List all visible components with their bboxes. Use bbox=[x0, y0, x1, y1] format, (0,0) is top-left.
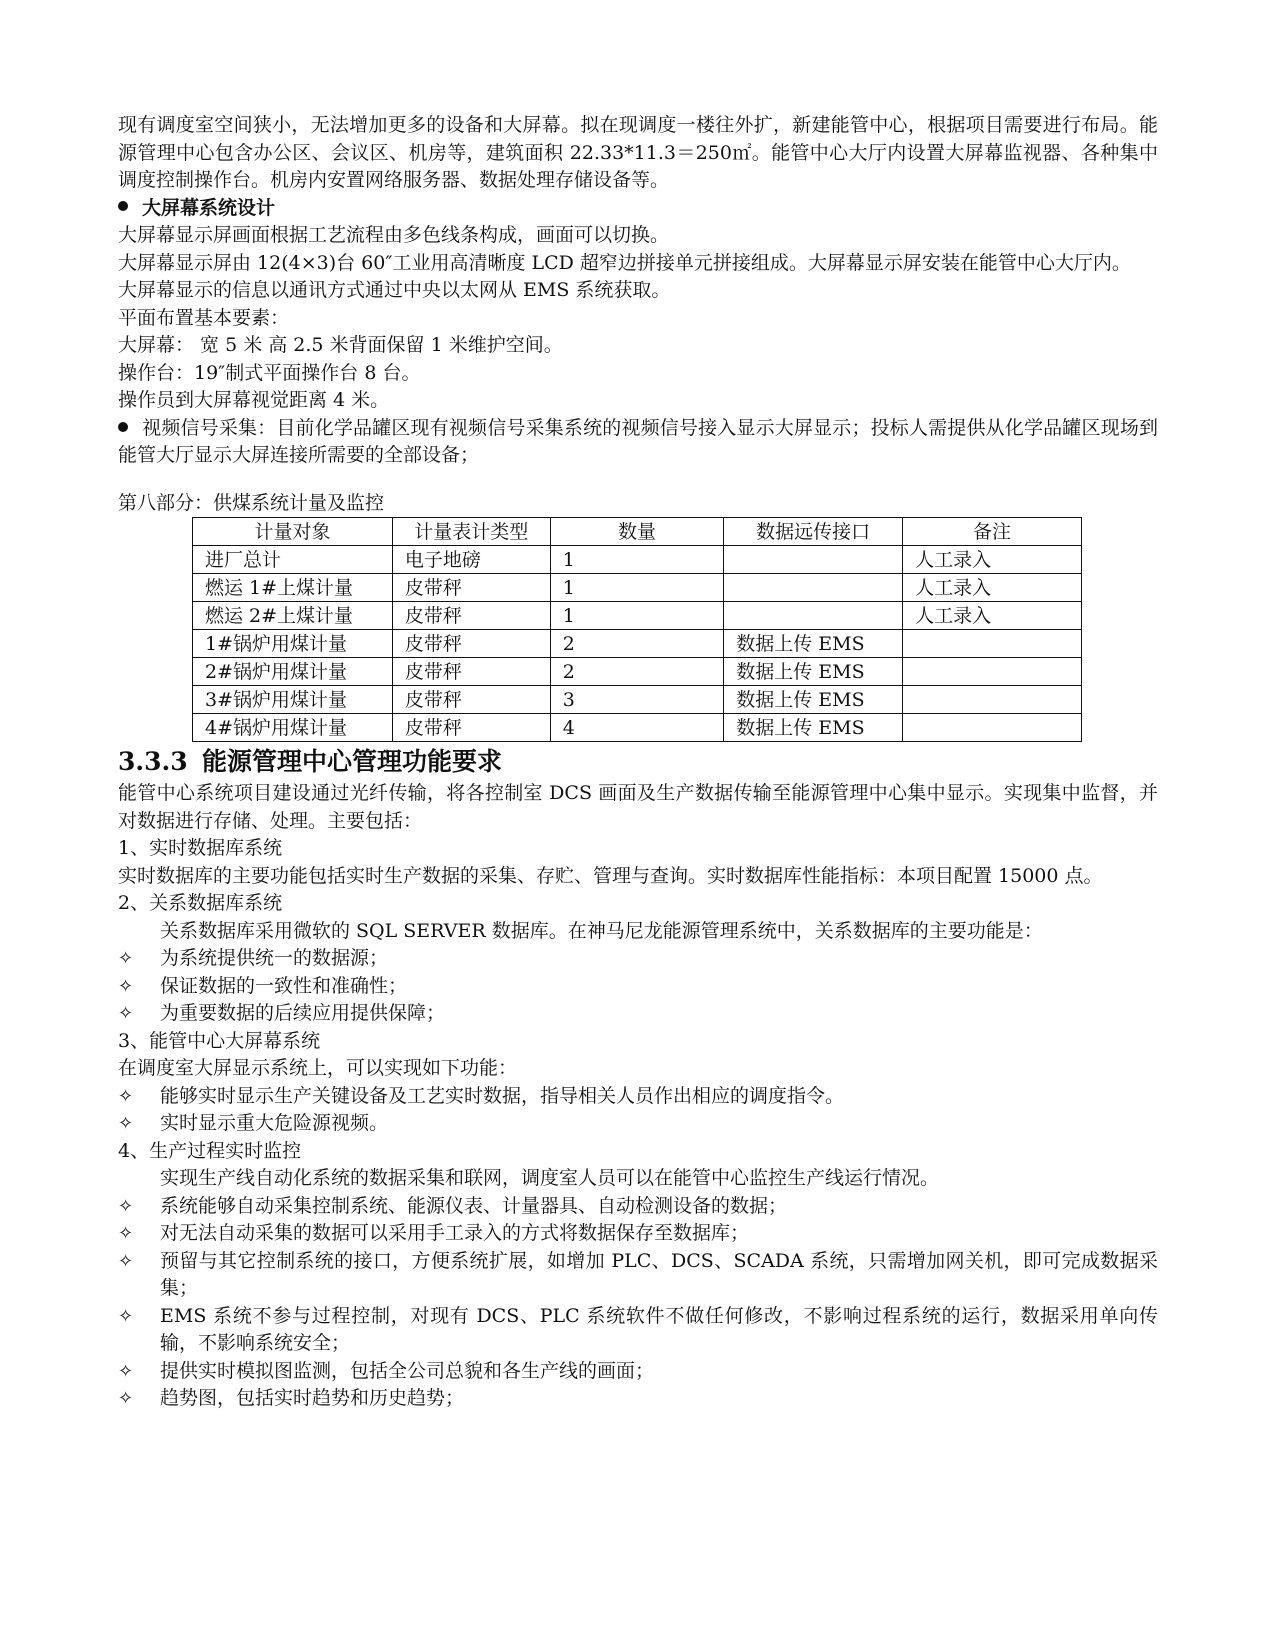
table-cell bbox=[903, 658, 1082, 686]
section-heading bbox=[118, 744, 1158, 780]
table-cell bbox=[724, 574, 903, 602]
list-item-text: 系统能够自动采集控制系统、能源仪表、计量器具、自动检测设备的数据； bbox=[160, 1194, 788, 1217]
screen-section-heading bbox=[118, 195, 1158, 223]
table-cell bbox=[724, 546, 903, 574]
subsection-title: 2、关系数据库系统 bbox=[118, 892, 283, 914]
list-item bbox=[118, 1385, 1158, 1413]
list-item bbox=[118, 1083, 1158, 1111]
subsection-text: 关系数据库采用微软的 SQL SERVER 数据库。在神马尼龙能源管理系统中，关系数据库的主要功能是： bbox=[160, 919, 1043, 942]
table-cell: 人工录入 bbox=[903, 546, 1082, 574]
table-header-row bbox=[193, 518, 1082, 546]
table-cell: 燃运 2#上煤计量 bbox=[193, 602, 393, 630]
table-cell: 数据上传 EMS bbox=[724, 686, 903, 714]
diamond-bullet-icon: ✧ bbox=[118, 1305, 134, 1327]
table-row bbox=[193, 546, 1082, 574]
coal-metering-table bbox=[192, 517, 1082, 742]
table-cell: 3 bbox=[550, 686, 724, 714]
diamond-bullet-icon: ✧ bbox=[118, 1388, 134, 1409]
table-cell: 皮带秤 bbox=[392, 714, 550, 742]
list-item-text: 预留与其它控制系统的接口，方便系统扩展，如增加 PLC、DCS、SCADA 系统，只需增加网关机，即可完成数据采集； bbox=[160, 1249, 1158, 1299]
list-item-text: 能够实时显示生产关键设备及工艺实时数据，指导相关人员作出相应的调度指令。 bbox=[160, 1084, 845, 1107]
screen-heading-text: 大屏幕系统设计 bbox=[142, 196, 276, 219]
diamond-bullet-icon: ✧ bbox=[118, 1003, 134, 1024]
list-item-text: 趋势图，包括实时趋势和历史趋势； bbox=[160, 1387, 465, 1409]
table-cell: 皮带秤 bbox=[392, 630, 550, 658]
list-item bbox=[118, 1193, 1158, 1221]
table-row bbox=[193, 574, 1082, 602]
table-cell: 人工录入 bbox=[903, 574, 1082, 602]
table-cell: 1 bbox=[550, 574, 724, 602]
table-cell bbox=[903, 630, 1082, 658]
diamond-bullet-icon: ✧ bbox=[118, 1113, 134, 1134]
section-intro: 能管中心系统项目建设通过光纤传输，将各控制室 DCS 画面及生产数据传输至能源管理中心集中显示。实现集中监督，并对数据进行存储、处理。主要包括： bbox=[118, 782, 1158, 832]
screen-line: 操作员到大屏幕视觉距离 4 米。 bbox=[118, 389, 390, 411]
screen-line: 大屏幕显示的信息以通讯方式通过中央以太网从 EMS 系统获取。 bbox=[118, 279, 671, 301]
subsection-title: 1、实时数据库系统 bbox=[118, 837, 283, 859]
diamond-bullet-icon: ✧ bbox=[118, 948, 134, 969]
table-cell: 2 bbox=[550, 658, 724, 686]
bullet-dot-icon bbox=[118, 422, 128, 432]
subsection-text: 实现生产线自动化系统的数据采集和联网，调度室人员可以在能管中心监控生产线运行情况。 bbox=[160, 1167, 940, 1189]
diamond-bullet-icon: ✧ bbox=[118, 975, 134, 997]
subsection-title: 3、能管中心大屏幕系统 bbox=[118, 1029, 321, 1052]
table-cell: 4 bbox=[550, 714, 724, 742]
table-row bbox=[193, 658, 1082, 686]
list-item-text: 保证数据的一致性和准确性； bbox=[160, 974, 408, 997]
list-item bbox=[118, 1110, 1158, 1138]
table-cell bbox=[903, 714, 1082, 742]
intro-paragraph: 现有调度室空间狭小，无法增加更多的设备和大屏幕。拟在现调度一楼往外扩，新建能管中心，根据项目需要进行布局。能源管理中心包含办公区、会议区、机房等，建筑面积 22.33*11.3＝250㎡。能管中心大厅内设置大屏幕监视器、各种集中调度控制操作台。机房内安置网络服务器、数据处理存储设备等。 bbox=[118, 114, 1158, 191]
screen-line: 大屏幕显示屏画面根据工艺流程由多色线条构成，画面可以切换。 bbox=[118, 224, 670, 246]
table-header-cell: 备注 bbox=[903, 518, 1082, 546]
table-header-cell: 数据远传接口 bbox=[724, 518, 903, 546]
part8-title: 第八部分：供煤系统计量及监控 bbox=[118, 491, 385, 514]
list-item-text: 为重要数据的后续应用提供保障； bbox=[160, 1002, 446, 1024]
table-cell: 皮带秤 bbox=[392, 574, 550, 602]
table-cell: 1 bbox=[550, 546, 724, 574]
list-item-text: 实时显示重大危险源视频。 bbox=[160, 1112, 389, 1134]
section-title: 能源管理中心管理功能要求 bbox=[202, 747, 503, 776]
table-cell: 1#锅炉用煤计量 bbox=[193, 630, 393, 658]
list-item-text: 提供实时模拟图监测，包括全公司总貌和各生产线的画面； bbox=[160, 1359, 655, 1382]
table-cell: 1 bbox=[550, 602, 724, 630]
table-header-cell: 计量对象 bbox=[193, 518, 393, 546]
diamond-bullet-icon: ✧ bbox=[118, 1223, 134, 1244]
list-item bbox=[118, 1220, 1158, 1248]
table-cell: 燃运 1#上煤计量 bbox=[193, 574, 393, 602]
bullet-dot-icon bbox=[118, 201, 128, 211]
list-item bbox=[118, 1358, 1158, 1386]
list-item bbox=[118, 973, 1158, 1001]
table-cell bbox=[724, 602, 903, 630]
screen-line: 大屏幕显示屏由 12(4×3)台 60″工业用高清晰度 LCD 超窄边拼接单元拼接组成。大屏幕显示屏安装在能管中心大厅内。 bbox=[118, 251, 1131, 274]
section-number: 3.3.3 bbox=[118, 747, 188, 776]
table-cell: 进厂总计 bbox=[193, 546, 393, 574]
subsection-text: 在调度室大屏显示系统上，可以实现如下功能： bbox=[118, 1057, 518, 1079]
table-cell: 3#锅炉用煤计量 bbox=[193, 686, 393, 714]
screen-line: 大屏幕： 宽 5 米 高 2.5 米背面保留 1 米维护空间。 bbox=[118, 334, 563, 356]
table-cell: 皮带秤 bbox=[392, 686, 550, 714]
table-row bbox=[193, 686, 1082, 714]
table-cell: 电子地磅 bbox=[392, 546, 550, 574]
diamond-bullet-icon: ✧ bbox=[118, 1085, 134, 1107]
subsection-text: 实时数据库的主要功能包括实时生产数据的采集、存贮、管理与查询。实时数据库性能指标：本项目配置 15000 点。 bbox=[118, 864, 1103, 887]
table-header-cell: 计量表计类型 bbox=[392, 518, 550, 546]
table-cell: 4#锅炉用煤计量 bbox=[193, 714, 393, 742]
table-cell: 2 bbox=[550, 630, 724, 658]
table-cell: 数据上传 EMS bbox=[724, 630, 903, 658]
list-item-text: EMS 系统不参与过程控制，对现有 DCS、PLC 系统软件不做任何修改，不影响过程系统的运行，数据采用单向传输，不影响系统安全； bbox=[160, 1304, 1158, 1354]
table-header-cell: 数量 bbox=[550, 518, 724, 546]
diamond-bullet-icon: ✧ bbox=[118, 1195, 134, 1217]
screen-line: 平面布置基本要素： bbox=[118, 306, 290, 329]
table-cell: 皮带秤 bbox=[392, 602, 550, 630]
table-row bbox=[193, 630, 1082, 658]
list-item bbox=[118, 945, 1158, 973]
list-item bbox=[118, 1303, 1158, 1358]
list-item bbox=[118, 1248, 1158, 1303]
table-row bbox=[193, 714, 1082, 742]
screen-line: 操作台：19″制式平面操作台 8 台。 bbox=[118, 361, 421, 384]
list-item-text: 对无法自动采集的数据可以采用手工录入的方式将数据保存至数据库； bbox=[160, 1222, 750, 1244]
table-cell: 皮带秤 bbox=[392, 658, 550, 686]
diamond-bullet-icon: ✧ bbox=[118, 1360, 134, 1382]
diamond-bullet-icon: ✧ bbox=[118, 1250, 134, 1272]
list-item-text: 为系统提供统一的数据源； bbox=[160, 947, 389, 969]
subsection-title: 4、生产过程实时监控 bbox=[118, 1139, 302, 1162]
table-cell: 2#锅炉用煤计量 bbox=[193, 658, 393, 686]
table-cell bbox=[903, 686, 1082, 714]
table-cell: 人工录入 bbox=[903, 602, 1082, 630]
list-item bbox=[118, 1000, 1158, 1028]
table-row bbox=[193, 602, 1082, 630]
table-cell: 数据上传 EMS bbox=[724, 658, 903, 686]
document-page bbox=[118, 112, 1158, 1413]
video-bullet bbox=[118, 415, 1158, 470]
table-cell: 数据上传 EMS bbox=[724, 714, 903, 742]
video-bullet-text: 视频信号采集：目前化学品罐区现有视频信号采集系统的视频信号接入显示大屏显示；投标人需提供从化学品罐区现场到能管大厅显示大屏连接所需要的全部设备； bbox=[118, 416, 1158, 466]
